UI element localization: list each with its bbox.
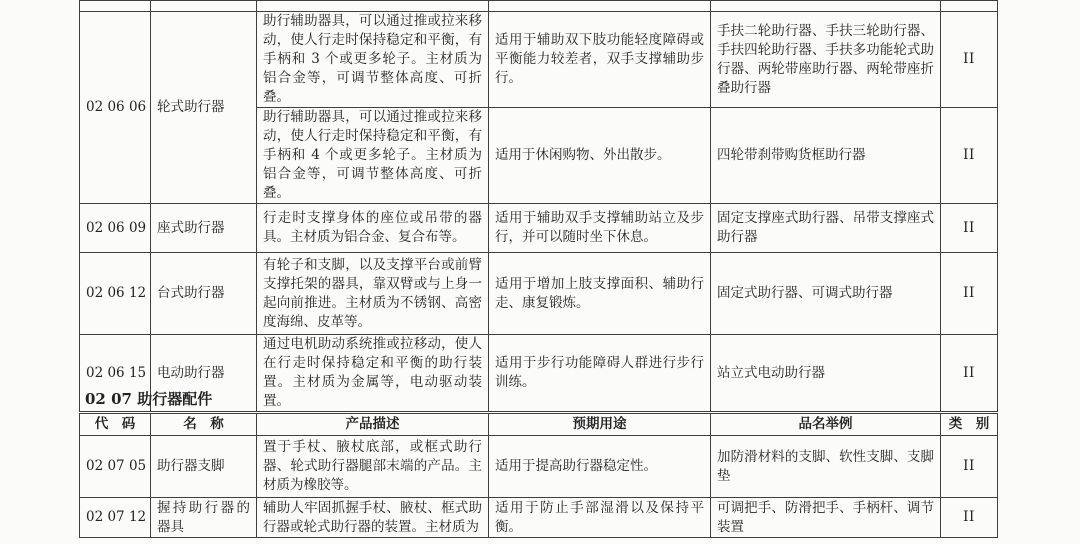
accessories-table bbox=[79, 413, 998, 538]
table-row bbox=[80, 498, 998, 538]
cell-category: II bbox=[941, 335, 998, 412]
header-description: 产品描述 bbox=[257, 414, 489, 436]
cell-category bbox=[941, 1, 998, 12]
header-examples: 品名举例 bbox=[711, 414, 941, 436]
cell-description: 助行辅助器具，可以通过推或拉来移动，使人行走时保持稳定和平衡，有手柄和 3 个或更多轮子。主材质为铝合金等，可调节整体高度、可折叠。 bbox=[257, 12, 489, 108]
cell-description: 助行辅助器具，可以通过推或拉来移动，使人行走时保持稳定和平衡，有手柄和 4 个或更多轮子。主材质为铝合金等，可调节整体高度、可折叠。 bbox=[257, 108, 489, 204]
table-row-cut bbox=[80, 1, 998, 12]
cell-code: 02 06 06 bbox=[80, 12, 151, 204]
cell-intended-use: 适用于步行功能障碍人群进行步行训练。 bbox=[489, 335, 711, 412]
table-row bbox=[80, 436, 998, 498]
cell-code: 02 06 09 bbox=[80, 204, 151, 253]
cell-intended-use: 适用于提高助行器稳定性。 bbox=[489, 436, 711, 498]
header-intended-use: 预期用途 bbox=[489, 414, 711, 436]
header-name: 名 称 bbox=[151, 414, 257, 436]
cell-name: 轮式助行器 bbox=[151, 12, 257, 204]
cell-code bbox=[80, 1, 151, 12]
cell-code: 02 07 12 bbox=[80, 498, 151, 538]
cell-examples: 站立式电动助行器 bbox=[711, 335, 941, 412]
table-header-row bbox=[80, 414, 998, 436]
cell-intended-use: 适用于辅助双下肢功能轻度障碍或平衡能力较差者，双手支撑辅助步行。 bbox=[489, 12, 711, 108]
section-heading: 02 07 助行器配件 bbox=[85, 390, 213, 408]
cell-category: II bbox=[941, 12, 998, 108]
cell-code: 02 07 05 bbox=[80, 436, 151, 498]
cell-description: 行走时支撑身体的座位或吊带的器具。主材质为铝合金、复合布等。 bbox=[257, 204, 489, 253]
table-row bbox=[80, 204, 998, 253]
cell-category: II bbox=[941, 253, 998, 335]
cell-intended-use: 适用于辅助双手支撑辅助站立及步行，并可以随时坐下休息。 bbox=[489, 204, 711, 253]
cell-examples bbox=[711, 1, 941, 12]
cell-intended-use: 适用于休闲购物、外出散步。 bbox=[489, 108, 711, 204]
table-row bbox=[80, 12, 998, 108]
cell-examples: 四轮带刹带购货框助行器 bbox=[711, 108, 941, 204]
cell-category: II bbox=[941, 204, 998, 253]
cell-examples: 可调把手、防滑把手、手柄杆、调节装置 bbox=[711, 498, 941, 538]
header-category: 类 别 bbox=[941, 414, 998, 436]
cell-category: II bbox=[941, 498, 998, 538]
cell-name bbox=[151, 1, 257, 12]
cell-examples: 固定式助行器、可调式助行器 bbox=[711, 253, 941, 335]
cell-description: 有轮子和支脚，以及支撑平台或前臂支撑托架的器具，靠双臂或与上身一起向前推进。主材质为不锈钢、高密度海绵、皮革等。 bbox=[257, 253, 489, 335]
table-row bbox=[80, 253, 998, 335]
cell-intended-use: 适用于增加上肢支撑面积、辅助行走、康复锻炼。 bbox=[489, 253, 711, 335]
cell-category: II bbox=[941, 436, 998, 498]
cell-description: 通过电机助动系统推或拉移动，使人在行走时保持稳定和平衡的助行装置。主材质为金属等，电动驱动装置。 bbox=[257, 335, 489, 412]
cell-intended-use bbox=[489, 1, 711, 12]
cell-examples: 固定支撑座式助行器、吊带支撑座式助行器 bbox=[711, 204, 941, 253]
cell-intended-use: 适用于防止手部湿滑以及保持平衡。 bbox=[489, 498, 711, 538]
walking-aids-table bbox=[79, 0, 998, 412]
cell-description: 辅助人牢固抓握手杖、腋杖、框式助行器或轮式助行器的装置。主材质为 bbox=[257, 498, 489, 538]
cell-examples: 加防滑材料的支脚、软性支脚、支脚垫 bbox=[711, 436, 941, 498]
cell-name: 握持助行器的器具 bbox=[151, 498, 257, 538]
cell-code: 02 06 15 bbox=[80, 335, 151, 412]
header-code: 代 码 bbox=[80, 414, 151, 436]
table-row bbox=[80, 335, 998, 412]
cell-description bbox=[257, 1, 489, 12]
cell-category: II bbox=[941, 108, 998, 204]
cell-description: 置于手杖、腋杖底部，或框式助行器、轮式助行器腿部末端的产品。主材质为橡胶等。 bbox=[257, 436, 489, 498]
cell-name: 助行器支脚 bbox=[151, 436, 257, 498]
cell-name: 座式助行器 bbox=[151, 204, 257, 253]
cell-examples: 手扶二轮助行器、手扶三轮助行器、手扶四轮助行器、手扶多功能轮式助行器、两轮带座助行器、两轮带座折叠助行器 bbox=[711, 12, 941, 108]
cell-code: 02 06 12 bbox=[80, 253, 151, 335]
cell-name: 台式助行器 bbox=[151, 253, 257, 335]
cell-name: 电动助行器 bbox=[151, 335, 257, 412]
